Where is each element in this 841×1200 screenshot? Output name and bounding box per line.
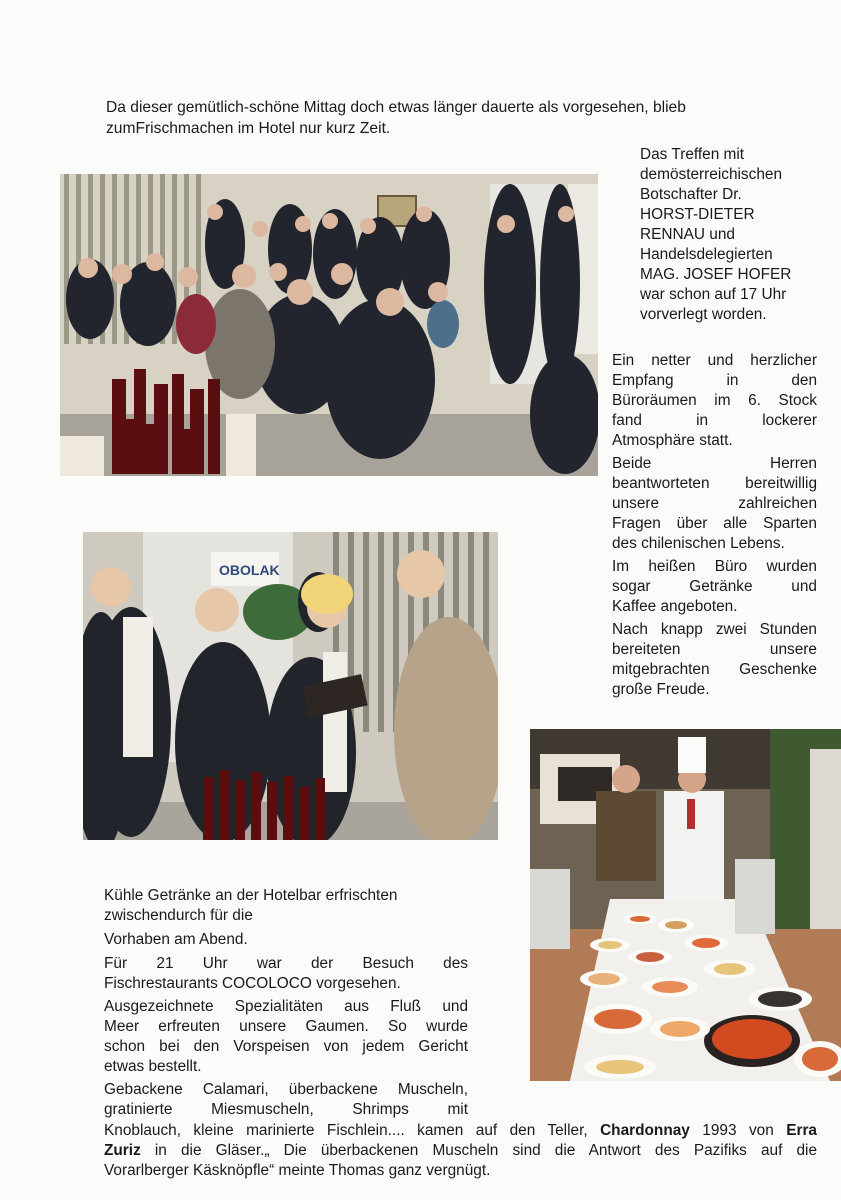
right-p5-line: bereiteten unsere: [612, 641, 817, 658]
right-p5-line: große Freude.: [612, 681, 710, 698]
photo-sign-text: OBOLAK: [219, 562, 280, 578]
right-p2-line: Atmosphäre statt.: [612, 432, 733, 449]
right-p2-line: fand in lockerer: [612, 412, 817, 429]
intro-line-1: Da dieser gemütlich-schöne Mittag doch etwas länger dauerte als vorgesehen, blieb: [106, 99, 686, 116]
photo-restaurant-buffet: [530, 729, 841, 1081]
right-p1-line: RENNAU und: [640, 226, 735, 243]
winery-name-part-2: Zuriz: [104, 1142, 141, 1159]
intro-line-2: zumFrischmachen im Hotel nur kurz Zeit.: [106, 120, 391, 137]
text-run: 1993 von: [689, 1122, 787, 1139]
lower-p3-line: etwas bestellt.: [104, 1058, 202, 1075]
right-p2-line: Empfang in den: [612, 372, 817, 389]
lower-p1-line: Vorhaben am Abend.: [104, 931, 248, 948]
winery-name-part-1: Erra: [786, 1122, 817, 1139]
lower-p4-line: gratinierte Miesmuscheln, Shrimps mit: [104, 1101, 468, 1118]
right-p1-line: vorverlegt worden.: [640, 306, 767, 323]
lower-p4-line-4: [104, 1141, 817, 1162]
right-p3-line: Beide Herren: [612, 455, 817, 472]
lower-p4-line-3: [104, 1121, 817, 1142]
right-p4-line: Kaffee angeboten.: [612, 598, 738, 615]
right-p5-line: mitgebrachten Geschenke: [612, 661, 817, 678]
photo-embassy-meeting: [60, 174, 598, 476]
right-p1-line: Botschafter Dr.: [640, 186, 742, 203]
text-run: in die Gläser.„ Die überbackenen Muscheln sind die Antwort des Pazifiks auf die: [140, 1142, 817, 1159]
lower-p4-line-5: Vorarlberger Käsknöpfle“ meinte Thomas ganz vergnügt.: [104, 1162, 491, 1179]
lower-p1-line: Kühle Getränke an der Hotelbar erfrischten: [104, 887, 398, 904]
wine-name: Chardonnay: [600, 1122, 690, 1139]
right-p2-line: Büroräumen im 6. Stock: [612, 392, 817, 409]
right-p3-line: Fragen über alle Sparten: [612, 515, 817, 532]
right-p1-line: HORST-DIETER: [640, 206, 755, 223]
lower-p4-line: Gebackene Calamari, überbackene Muscheln,: [104, 1081, 468, 1098]
right-p3-line: des chilenischen Lebens.: [612, 535, 785, 552]
right-p1-line: Handelsdelegierten: [640, 246, 773, 263]
right-p1-line: Das Treffen mit: [640, 146, 745, 163]
lower-p3-line: schon bei den Vorspeisen von jedem Gericht: [104, 1038, 468, 1055]
right-p3-line: beantworteten bereitwillig: [612, 475, 817, 492]
right-p3-line: unsere zahlreichen: [612, 495, 817, 512]
right-p1-line: war schon auf 17 Uhr: [640, 286, 787, 303]
lower-p3-line: Meer erfreuten unsere Gaumen. So wurde: [104, 1018, 468, 1035]
right-p2-line: Ein netter und herzlicher: [612, 352, 817, 369]
lower-p1-line: zwischendurch für die: [104, 907, 253, 924]
right-p4-line: Im heißen Büro wurden: [612, 558, 817, 575]
right-p4-line: sogar Getränke und: [612, 578, 817, 595]
lower-p3-line: Ausgezeichnete Spezialitäten aus Fluß und: [104, 998, 468, 1015]
right-p1-line: MAG. JOSEF HOFER: [640, 266, 792, 283]
right-p1-line: demösterreichischen: [640, 166, 783, 183]
photo-gift-handover: [83, 532, 498, 840]
lower-p2-line: Fischrestaurants COCOLOCO vorgesehen.: [104, 975, 401, 992]
lower-p2-line: Für 21 Uhr war der Besuch des: [104, 955, 468, 972]
text-run: Knoblauch, kleine marinierte Fischlein.... kamen auf den Teller,: [104, 1122, 601, 1139]
right-p5-line: Nach knapp zwei Stunden: [612, 621, 817, 638]
